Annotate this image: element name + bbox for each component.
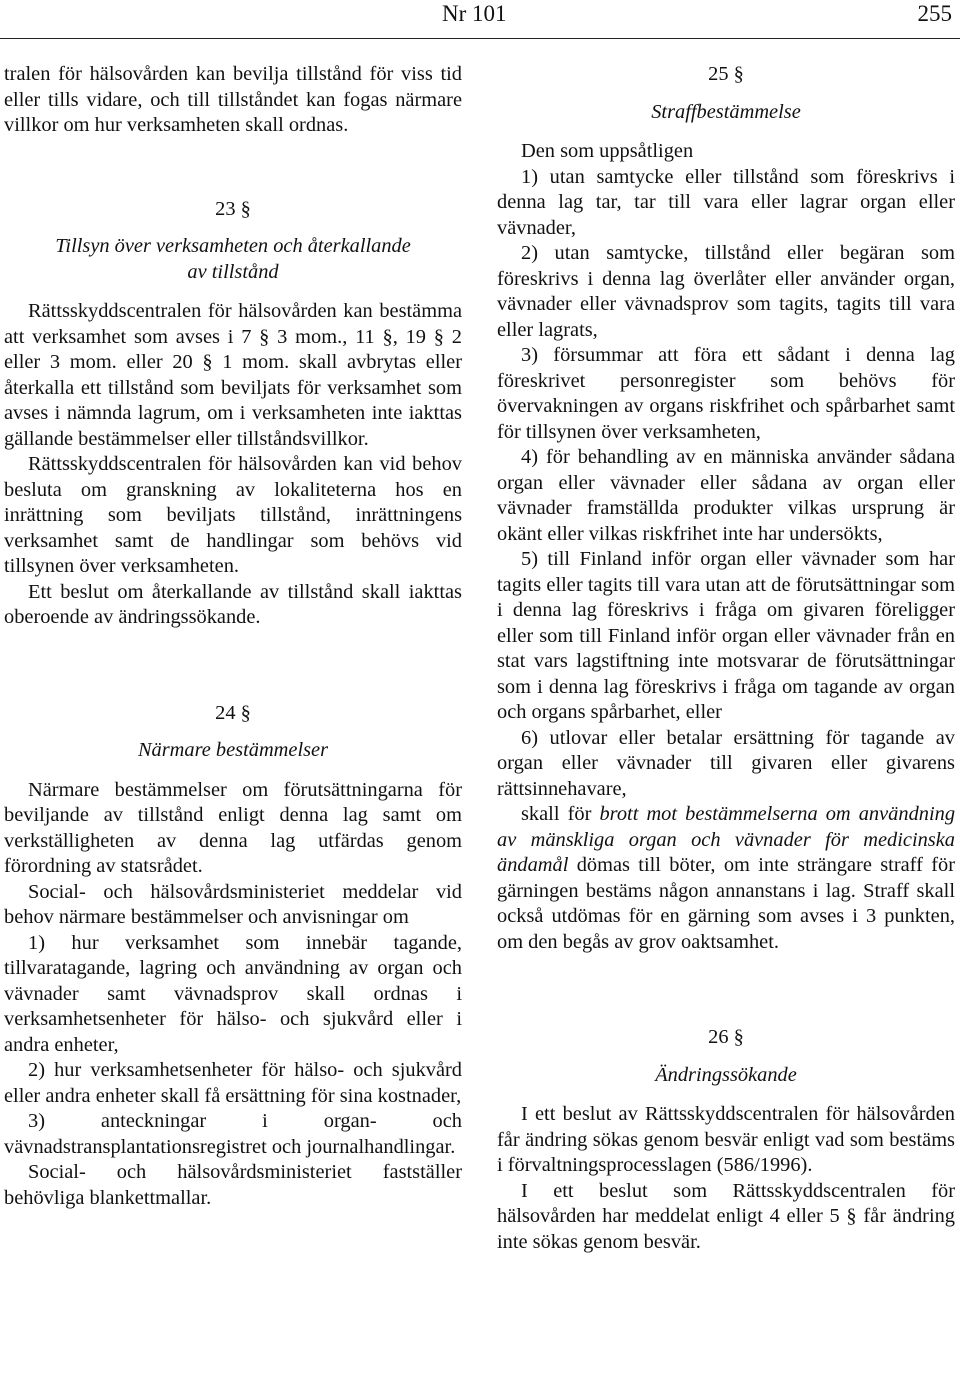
penalty-text-pre: skall för [521,803,600,825]
section-24-title: Närmare bestämmelser [137,739,329,761]
section-25-number: 25 § [708,63,744,85]
section-23-paragraph-1: Rättsskyddscentralen för hälsovården kan bestämma att verksamhet som avses i 7 § 3 mom., 11 §, 19 § 2 eller 3 mom. eller 20 § 1 mom. skall avbrytas eller återkalla ett tillstånd som beviljats för verksamhet som avses i nämnda lagrum, om i verksamheten inte iakttas gällande bestämmelser eller tillståndsvillkor. [4,300,462,450]
section-25-item-3: 3) försummar att föra ett sådant i denna lag föreskrivet personregister som behövs för övervakningen av organs riskfrihet och spårbarhet samt för tillsynen över verksamheten, [497,344,955,443]
section-23-title-line1: Tillsyn över verksamheten och återkallande [55,235,411,257]
section-24-item-2: 2) hur verksamhetsenheter för hälso- och sjukvård eller andra enheter skall få ersättning för sina kostnader, [4,1059,462,1107]
section-25-item-4: 4) för behandling av en människa använder sådana organ eller vävnader eller sådana av organ eller vävnader framställda produkter vilkas ursprung är okänt eller vilkas riskfrihet inte har undersökts, [497,446,955,545]
header-rule [0,38,960,39]
section-25-title: Straffbestämmelse [651,100,801,123]
section-25-item-2: 2) utan samtycke, tillstånd eller begäran som föreskrivs i denna lag överlåter eller använder organ, vävnader eller vävnadsprov som tagits, tagits till vara eller lagrats, [497,242,955,341]
section-25-intro: Den som uppsåtligen [521,140,694,162]
section-23-paragraph-3: Ett beslut om återkallande av tillstånd skall iakttas oberoende av ändringssökande. [4,580,462,628]
continued-paragraph: tralen för hälsovården kan bevilja tillstånd för viss tid eller tills vidare, och till tillståndet kan fogas närmare villkor om hur verksamheten skall ordnas. [4,63,462,136]
section-25-item-5: 5) till Finland inför organ eller vävnader som har tagits eller tagits till vara utan att de förutsättningar som i denna lag föreskrivs i fråga om givaren föreligger eller som till Finland inför organ eller vävnader från en stat vars lagstiftning inte motsvarar de förutsättningar som i denna lag föreskrivs i fråga om tagande av organ och organs spårbarhet, eller [497,548,955,723]
penalty-offence-name: brott mot bestämmelserna om användning av mänskliga organ och vävnader för medicinska ändamål [497,803,956,876]
section-25-item-6: 6) utlovar eller betalar ersättning för tagande av organ eller vävnader till givaren eller givarens rättsinnehavare, [497,726,955,800]
left-column [4,62,462,1211]
penalty-text-post: dömas till böter, om inte strängare straff för gärningen bestäms någon annanstans i lag. Straff skall också utdömas för en gärning som avses i 3 punkten, om den begås av grov oaktsamhet. [497,854,955,953]
right-column [497,62,955,1255]
section-23-title [4,234,462,285]
section-24-paragraph-1: Närmare bestämmelser om förutsättningarna för beviljande av tillstånd enligt denna lag samt om verkställigheten av denna lag utfärdas genom förordning av statsrådet. [4,778,462,877]
section-26-number: 26 § [708,1026,744,1048]
section-25-penalty-paragraph [497,802,955,955]
section-24-paragraph-2: Social- och hälsovårdsministeriet meddelar vid behov närmare bestämmelser och anvisningar om [4,880,462,928]
section-24-item-3: 3) anteckningar i organ- och vävnadstransplantationsregistret och journalhandlingar. [4,1110,462,1158]
section-26-paragraph-1: I ett beslut av Rättsskyddscentralen för hälsovården får ändring sökas genom besvär enligt vad som bestäms i förvaltningsprocesslagen (586/1996). [497,1103,955,1176]
page-number: 255 [917,1,952,26]
section-26-paragraph-2: I ett beslut som Rättsskyddscentralen för hälsovården har meddelat enligt 4 eller 5 § får ändring inte sökas genom besvär. [497,1179,955,1253]
section-24-paragraph-3: Social- och hälsovårdsministeriet fastställer behövliga blankettmallar. [4,1161,462,1209]
section-23-paragraph-2: Rättsskyddscentralen för hälsovården kan vid behov besluta om granskning av lokaliteterna hos en inrättning som beviljats tillstånd, inrättningens verksamhet samt de handlingar som behövs vid tillsynen över verksamheten. [4,453,462,577]
section-25-item-1: 1) utan samtycke eller tillstånd som föreskrivs i denna lag tar, tar till vara eller lagrar organ eller vävnader, [497,165,955,239]
section-24-number: 24 § [215,701,251,724]
section-24-item-1: 1) hur verksamhet som innebär tagande, tillvaratagande, lagring och användning av organ och vävnader samt vävnadsprov skall ordnas i verksamhetsenheter för hälso- och sjukvård eller i andra enheter, [4,931,462,1056]
issue-number: Nr 101 [442,1,507,26]
section-23-title-line2: av tillstånd [187,260,279,283]
section-26-title: Ändringssökande [655,1063,797,1086]
section-23-number: 23 § [215,197,251,220]
